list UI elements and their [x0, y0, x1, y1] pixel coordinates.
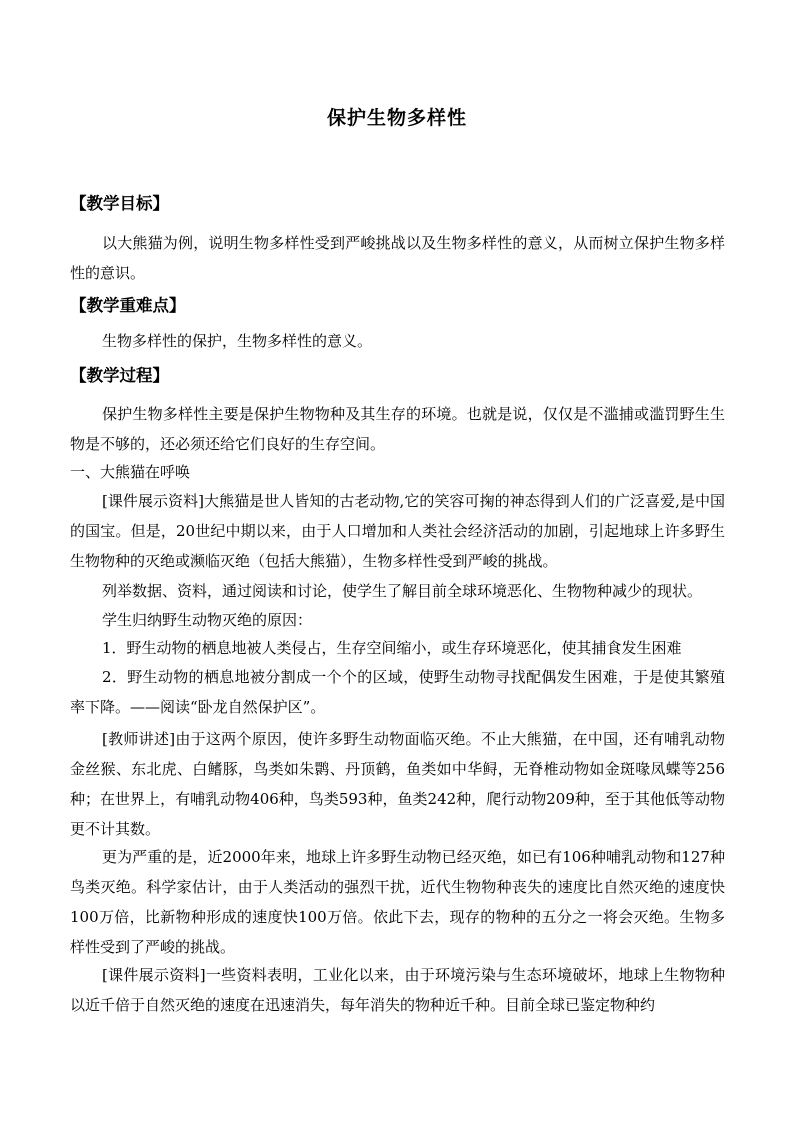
paragraph-key-points: 生物多样性的保护，生物多样性的意义。 — [102, 332, 373, 350]
list-item-reason-1: 1．野生动物的栖息地被人类侵占，生存空间缩小，或生存环境恶化，使其捕食发生困难 — [102, 639, 682, 657]
heading-teaching-goals: 【教学目标】 — [70, 194, 169, 213]
heading-key-points: 【教学重难点】 — [70, 296, 186, 315]
paragraph-extinction-rate: 更为严重的是，近2000年来，地球上许多野生动物已经灭绝，如已有106种哺乳动物和127种鸟类灭绝。科学家估计，由于人类活动的强烈干扰，近代生物物种丧失的速度比自然灭绝的速度快100万倍，比新物种形成的速度快100万倍。依此下去，现存的物种的五分之一将会灭绝。生物多样性受到了严峻的挑战。 — [70, 848, 725, 956]
document-title: 保护生物多样性 — [326, 107, 467, 129]
paragraph-courseware-material: [课件展示资料]一些资料表明，工业化以来，由于环境污染与生态环境破坏，地球上生物物种以近千倍于自然灭绝的速度在迅速消失，每年消失的物种近千种。目前全球已鉴定物种约 — [70, 966, 725, 1014]
paragraph-teacher-explanation: [教师讲述]由于这两个原因，使许多野生动物面临灭绝。不止大熊猫，在中国，还有哺乳动物金丝猴、东北虎、白鳍豚，鸟类如朱鹮、丹顶鹤，鱼类如中华鲟，无脊椎动物如金斑喙凤蝶等256种；在世界上，有哺乳动物406种，鸟类593种，鱼类242种，爬行动物209种，至于其他低等动物更不计其数。 — [70, 730, 725, 838]
paragraph-intro: 保护生物多样性主要是保护生物物种及其生存的环境。也就是说，仅仅是不滥捕或滥罚野生生物是不够的，还必须还给它们良好的生存空间。 — [70, 405, 725, 453]
heading-teaching-process: 【教学过程】 — [70, 366, 169, 385]
paragraph-student-summary: 学生归纳野生动物灭绝的原因： — [102, 611, 313, 629]
section-heading-panda: 一、大熊猫在呼唤 — [70, 463, 191, 481]
paragraph-data-discussion: 列举数据、资料，通过阅读和讨论，使学生了解目前全球环境恶化、生物物种减少的现状。 — [102, 582, 703, 600]
paragraph-teaching-goals: 以大熊猫为例，说明生物多样性受到严峻挑战以及生物多样性的意义，从而树立保护生物多样性的意识。 — [70, 234, 725, 282]
paragraph-panda-material: [课件展示资料]大熊猫是世人皆知的古老动物,它的笑容可掬的神态得到人们的广泛喜爱,是中国的国宝。但是，20世纪中期以来，由于人口增加和人类社会经济活动的加剧，引起地球上许多野生生物物种的灭绝或濒临灭绝（包括大熊猫），生物多样性受到严峻的挑战。 — [70, 492, 725, 570]
list-item-reason-2: 2．野生动物的栖息地被分割成一个个的区域，使野生动物寻找配偶发生困难，于是使其繁殖率下降。——阅读“卧龙自然保护区”。 — [70, 668, 725, 716]
